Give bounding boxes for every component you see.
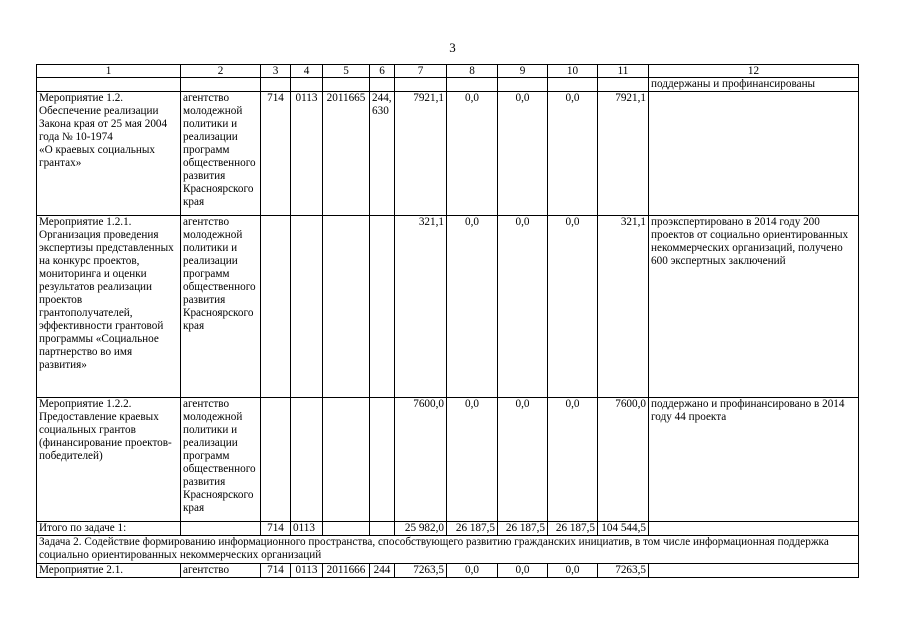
cell-c3 bbox=[261, 216, 291, 398]
cell-c10: 0,0 bbox=[548, 216, 598, 398]
cell-c9: 0,0 bbox=[498, 398, 548, 522]
carry-over-note: поддержаны и профинансированы bbox=[649, 78, 859, 92]
cell-c10: 0,0 bbox=[548, 92, 598, 216]
cell-c4: 0113 bbox=[291, 564, 323, 578]
budget-table bbox=[36, 64, 859, 578]
cell-c4: 0113 bbox=[291, 92, 323, 216]
col-header: 2 bbox=[181, 65, 261, 78]
agency: агентство молодежной политики и реализации программ общественного развития Красноярского края bbox=[181, 92, 261, 216]
col-header: 7 bbox=[395, 65, 447, 78]
cell-c11: 7600,0 bbox=[598, 398, 649, 522]
page-number: 3 bbox=[449, 40, 456, 55]
cell-c7: 7263,5 bbox=[395, 564, 447, 578]
cell-c5: 2011665 bbox=[323, 92, 370, 216]
col-header: 10 bbox=[548, 65, 598, 78]
measure-name: Мероприятие 1.2.1. Организация проведения экспертизы представленных на конкурс проектов, мониторинга и оценки результатов реализации проектов грантополучателей, эффективности грантовой программы «Социальное партнерство во имя развития» bbox=[37, 216, 181, 398]
total-c10: 26 187,5 bbox=[548, 522, 598, 536]
measure-name: Мероприятие 1.2.2. Предоставление краевых социальных грантов (финансирование проектов-победителей) bbox=[37, 398, 181, 522]
col-header: 6 bbox=[370, 65, 395, 78]
col-header: 9 bbox=[498, 65, 548, 78]
cell-c11: 7921,1 bbox=[598, 92, 649, 216]
total-row bbox=[37, 522, 859, 536]
cell-c12: проэкспертировано в 2014 году 200 проектов от социально ориентированных некоммерческих организаций, получено 600 экспертных заключений bbox=[649, 216, 859, 398]
cell-c7: 321,1 bbox=[395, 216, 447, 398]
cell-c8: 0,0 bbox=[447, 564, 498, 578]
cell-c4 bbox=[291, 216, 323, 398]
cell-c11: 7263,5 bbox=[598, 564, 649, 578]
cell-c5 bbox=[323, 398, 370, 522]
cell-c3: 714 bbox=[261, 564, 291, 578]
total-c7: 25 982,0 bbox=[395, 522, 447, 536]
cell-c7: 7921,1 bbox=[395, 92, 447, 216]
col-header: 1 bbox=[37, 65, 181, 78]
col-header: 4 bbox=[291, 65, 323, 78]
cell-c8: 0,0 bbox=[447, 216, 498, 398]
cell-c5: 2011666 bbox=[323, 564, 370, 578]
task-2-title: Задача 2. Содействие формированию информационного пространства, способствующего развитию гражданских инициатив, в том числе информационная поддержка социально ориентированных некоммерческих организаций bbox=[37, 536, 859, 564]
total-c4: 0113 bbox=[291, 522, 323, 536]
col-header: 5 bbox=[323, 65, 370, 78]
total-c3: 714 bbox=[261, 522, 291, 536]
cell-c6 bbox=[370, 398, 395, 522]
agency: агентство молодежной политики и реализации программ общественного развития Красноярского края bbox=[181, 216, 261, 398]
table-row bbox=[37, 398, 859, 522]
cell-c6: 244 bbox=[370, 564, 395, 578]
cell-c5 bbox=[323, 216, 370, 398]
cell-c9: 0,0 bbox=[498, 564, 548, 578]
cell-c10: 0,0 bbox=[548, 564, 598, 578]
cell-c9: 0,0 bbox=[498, 92, 548, 216]
cell-c3 bbox=[261, 398, 291, 522]
col-header: 8 bbox=[447, 65, 498, 78]
cell-c6 bbox=[370, 216, 395, 398]
cell-c10: 0,0 bbox=[548, 398, 598, 522]
table-row bbox=[37, 216, 859, 398]
col-header: 12 bbox=[649, 65, 859, 78]
cell-c3: 714 bbox=[261, 92, 291, 216]
cell-c11: 321,1 bbox=[598, 216, 649, 398]
cell-c8: 0,0 bbox=[447, 398, 498, 522]
header-row bbox=[37, 65, 859, 78]
task-row bbox=[37, 536, 859, 564]
table-row bbox=[37, 564, 859, 578]
measure-name: Мероприятие 2.1. bbox=[37, 564, 181, 578]
cell-c6: 244, 630 bbox=[370, 92, 395, 216]
agency: агентство bbox=[181, 564, 261, 578]
carry-over-row bbox=[37, 78, 859, 92]
table-row bbox=[37, 92, 859, 216]
cell-c8: 0,0 bbox=[447, 92, 498, 216]
cell-c4 bbox=[291, 398, 323, 522]
col-header: 11 bbox=[598, 65, 649, 78]
cell-c12: поддержано и профинансировано в 2014 году 44 проекта bbox=[649, 398, 859, 522]
col-header: 3 bbox=[261, 65, 291, 78]
total-label: Итого по задаче 1: bbox=[37, 522, 181, 536]
cell-c9: 0,0 bbox=[498, 216, 548, 398]
cell-c12 bbox=[649, 92, 859, 216]
agency: агентство молодежной политики и реализации программ общественного развития Красноярского края bbox=[181, 398, 261, 522]
total-c8: 26 187,5 bbox=[447, 522, 498, 536]
total-c11: 104 544,5 bbox=[598, 522, 649, 536]
cell-c7: 7600,0 bbox=[395, 398, 447, 522]
measure-name: Мероприятие 1.2. Обеспечение реализации Закона края от 25 мая 2004 года № 10-1974 «О краевых социальных грантах» bbox=[37, 92, 181, 216]
total-c9: 26 187,5 bbox=[498, 522, 548, 536]
